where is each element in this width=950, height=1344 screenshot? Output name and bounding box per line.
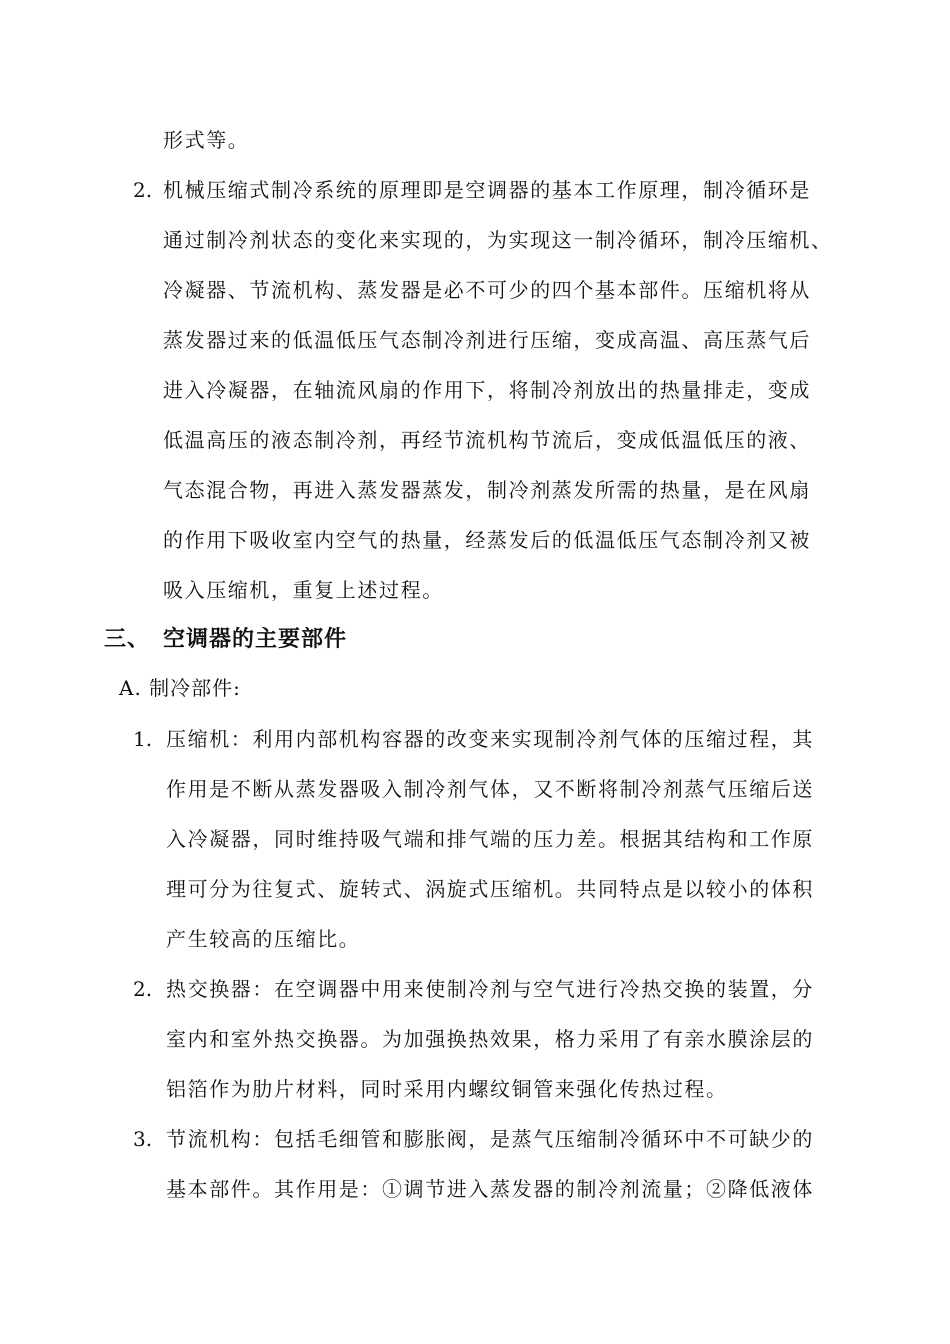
paragraph-line: 通过制冷剂状态的变化来实现的，为实现这一制冷循环，制冷压缩机、 bbox=[163, 228, 833, 252]
paragraph-line: 气态混合物，再进入蒸发器蒸发，制冷剂蒸发所需的热量，是在风扇 bbox=[163, 478, 811, 502]
paragraph-line: 蒸发器过来的低温低压气态制冷剂进行压缩，变成高温、高压蒸气后 bbox=[163, 328, 811, 352]
paragraph-line: 冷凝器、节流机构、蒸发器是必不可少的四个基本部件。压缩机将从 bbox=[163, 278, 811, 302]
paragraph-line: 进入冷凝器，在轴流风扇的作用下，将制冷剂放出的热量排走，变成 bbox=[163, 378, 811, 402]
list-number-3: 3. bbox=[133, 1127, 153, 1151]
paragraph-line: 铝箔作为肋片材料，同时采用内螺纹铜管来强化传热过程。 bbox=[166, 1077, 728, 1101]
paragraph-line: 入冷凝器，同时维持吸气端和排气端的压力差。根据其结构和工作原 bbox=[166, 827, 814, 851]
paragraph-line: 作用是不断从蒸发器吸入制冷剂气体，又不断将制冷剂蒸气压缩后送 bbox=[166, 777, 814, 801]
list-number-1: 1. bbox=[133, 727, 153, 751]
continuation-text: 形式等。 bbox=[163, 128, 250, 152]
paragraph-line: 理可分为往复式、旋转式、涡旋式压缩机。共同特点是以较小的体积 bbox=[166, 877, 814, 901]
section-number: 三、 bbox=[104, 626, 151, 652]
paragraph-line: 吸入压缩机，重复上述过程。 bbox=[163, 578, 444, 602]
paragraph-line: 基本部件。其作用是：①调节进入蒸发器的制冷剂流量；②降低液体 bbox=[166, 1177, 814, 1201]
paragraph-line: 机械压缩式制冷系统的原理即是空调器的基本工作原理，制冷循环是 bbox=[163, 178, 811, 202]
list-number-2: 2. bbox=[133, 178, 153, 202]
paragraph-line: 室内和室外热交换器。为加强换热效果，格力采用了有亲水膜涂层的 bbox=[166, 1027, 814, 1051]
section-title: 空调器的主要部件 bbox=[163, 626, 348, 652]
paragraph-line: 压缩机：利用内部机构容器的改变来实现制冷剂气体的压缩过程，其 bbox=[166, 727, 814, 751]
list-number-2: 2. bbox=[133, 977, 153, 1001]
paragraph-line: 产生较高的压缩比。 bbox=[166, 927, 361, 951]
subsection-heading: A. 制冷部件: bbox=[119, 676, 241, 700]
paragraph-line: 的作用下吸收室内空气的热量，经蒸发后的低温低压气态制冷剂又被 bbox=[163, 528, 811, 552]
paragraph-line: 热交换器：在空调器中用来使制冷剂与空气进行冷热交换的装置，分 bbox=[166, 977, 814, 1001]
paragraph-line: 节流机构：包括毛细管和膨胀阀，是蒸气压缩制冷循环中不可缺少的 bbox=[166, 1127, 814, 1151]
paragraph-line: 低温高压的液态制冷剂，再经节流机构节流后，变成低温低压的液、 bbox=[163, 428, 811, 452]
